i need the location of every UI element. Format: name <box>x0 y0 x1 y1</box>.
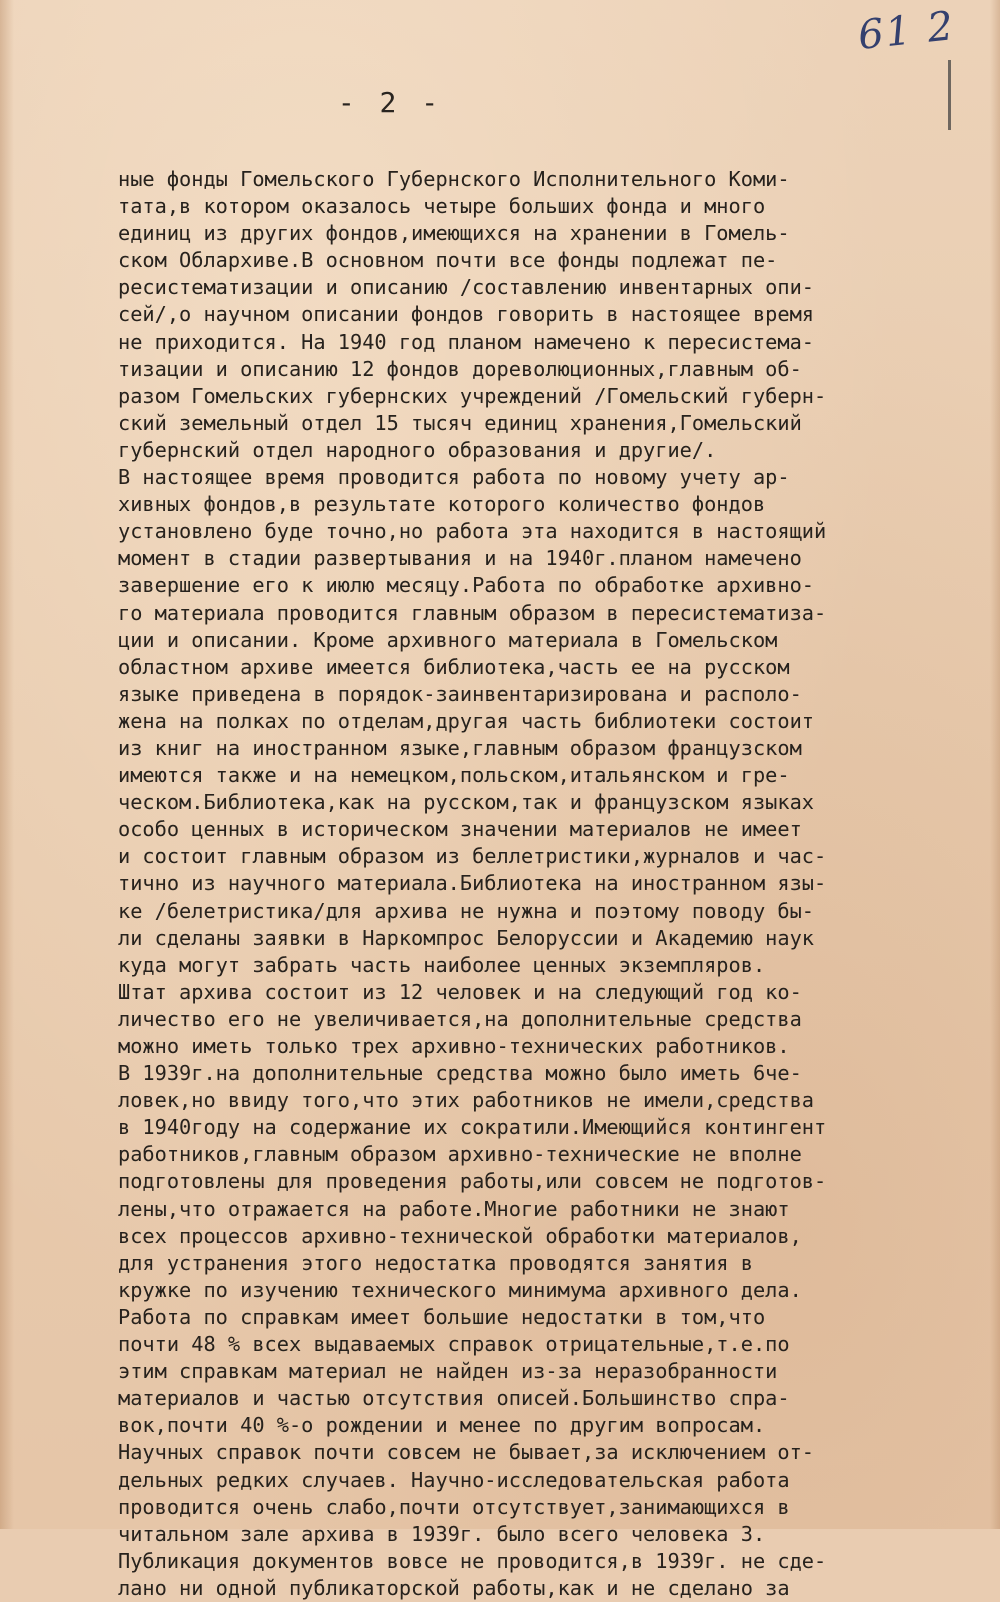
text-line: личество его не увеличивается,на дополнительные средства <box>118 1006 802 1031</box>
text-line: вок,почти 40 %-о рождении и менее по другим вопросам. <box>118 1413 766 1438</box>
archive-sheet-number: 61 2 <box>855 3 958 59</box>
text-line: ческом.Библиотека,как на русском,так и французском языках <box>118 790 814 815</box>
text-line: тично из научного материала.Библиотека на иностранном язы- <box>118 871 827 896</box>
margin-pencil-stroke <box>948 60 951 130</box>
text-line: В настоящее время проводится работа по новому учету ар- <box>118 465 790 490</box>
text-line: имеются также и на немецком,польском,итальянском и гре- <box>118 763 790 788</box>
text-line: В 1939г.на дополнительные средства можно было иметь 6че- <box>118 1061 802 1086</box>
text-line: Штат архива состоит из 12 человек и на следующий год ко- <box>118 979 802 1004</box>
text-line: тата,в котором оказалось четыре больших фонда и много <box>118 194 766 219</box>
text-line: Публикация документов вовсе не проводится,в 1939г. не сде- <box>118 1548 827 1573</box>
text-line: разом Гомельских губернских учреждений /Гомельский губерн- <box>118 383 827 408</box>
text-line: ные фонды Гомельского Губернского Исполнительного Коми- <box>118 167 790 191</box>
text-line: и состоит главным образом из беллетристики,журналов и час- <box>118 844 827 869</box>
text-line: читальном зале архива в 1939г. было всего человека 3. <box>118 1521 766 1546</box>
text-line: ловек,но ввиду того,что этих работников не имели,средства <box>118 1088 814 1113</box>
text-line: тизации и описанию 12 фондов дореволюционных,главным об- <box>118 356 802 381</box>
text-line: сей/,о научном описании фондов говорить в настоящее время <box>118 302 814 327</box>
text-line: жена на полках по отделам,другая часть библиотеки состоит <box>118 708 814 733</box>
text-line: особо ценных в историческом значении материалов не имеет <box>118 817 802 842</box>
text-line: Научных справок почти совсем не бывает,за исключением от- <box>118 1440 814 1465</box>
text-line: дельных редких случаев. Научно-исследовательская работа <box>118 1467 790 1492</box>
text-line: установлено буде точно,но работа эта находится в настоящий <box>118 519 827 544</box>
text-line: момент в стадии развертывания и на 1940г.планом намечено <box>118 546 802 571</box>
text-line: кружке по изучению технического минимума архивного дела. <box>118 1277 802 1302</box>
text-line: единиц из других фондов,имеющихся на хранении в Гомель- <box>118 221 790 246</box>
text-line: этим справкам материал не найден из-за неразобранности <box>118 1359 778 1384</box>
text-line: языке приведена в порядок-заинвентаризирована и располо- <box>118 681 802 706</box>
text-line: проводится очень слабо,почти отсутствует,занимающихся в <box>118 1494 790 1519</box>
text-line: почти 48 % всех выдаваемых справок отрицательные,т.е.по <box>118 1332 790 1357</box>
text-line: в 1940году на содержание их сократили.Имеющийся контингент <box>118 1115 827 1140</box>
text-line: ресистематизации и описанию /составлению инвентарных опи- <box>118 275 814 300</box>
text-line: куда могут забрать часть наиболее ценных экземпляров. <box>118 952 766 977</box>
text-line: ции и описании. Кроме архивного материала в Гомельском <box>118 627 778 652</box>
text-line: работников,главным образом архивно-технические не вполне <box>118 1142 802 1167</box>
document-body <box>118 166 990 1602</box>
text-line: хивных фондов,в результате которого количество фондов <box>118 492 766 517</box>
text-line: всех процессов архивно-технической обработки материалов, <box>118 1223 802 1248</box>
text-line: лано ни одной публикаторской работы,как и не сделано за <box>118 1575 790 1600</box>
page-number: - 2 - <box>337 86 443 119</box>
text-line: областном архиве имеется библиотека,часть ее на русском <box>118 654 790 679</box>
text-line: ский земельный отдел 15 тысяч единиц хранения,Гомельский <box>118 410 802 435</box>
text-line: завершение его к июлю месяцу.Работа по обработке архивно- <box>118 573 814 598</box>
text-line: Работа по справкам имеет большие недостатки в том,что <box>118 1304 766 1329</box>
text-line: ском Облархиве.В основном почти все фонды подлежат пе- <box>118 248 778 273</box>
text-line: губернский отдел народного образования и другие/. <box>118 437 717 462</box>
text-line: для устранения этого недостатка проводятся занятия в <box>118 1250 753 1275</box>
text-line: из книг на иностранном языке,главным образом французском <box>118 735 802 760</box>
text-line: ке /белетристика/для архива не нужна и поэтому поводу бы- <box>118 898 814 923</box>
text-line: материалов и частью отсутствия описей.Большинство спра- <box>118 1386 790 1411</box>
text-line: го материала проводится главным образом в пересистематиза- <box>118 600 827 625</box>
text-line: можно иметь только трех архивно-технических работников. <box>118 1034 790 1058</box>
text-line: ли сделаны заявки в Наркомпрос Белоруссии и Академию наук <box>118 925 814 950</box>
text-line: не приходится. На 1940 год планом намечено к пересистема- <box>118 329 814 354</box>
text-line: лены,что отражается на работе.Многие работники не знают <box>118 1196 790 1221</box>
text-line: подготовлены для проведения работы,или совсем не подготов- <box>118 1169 827 1194</box>
